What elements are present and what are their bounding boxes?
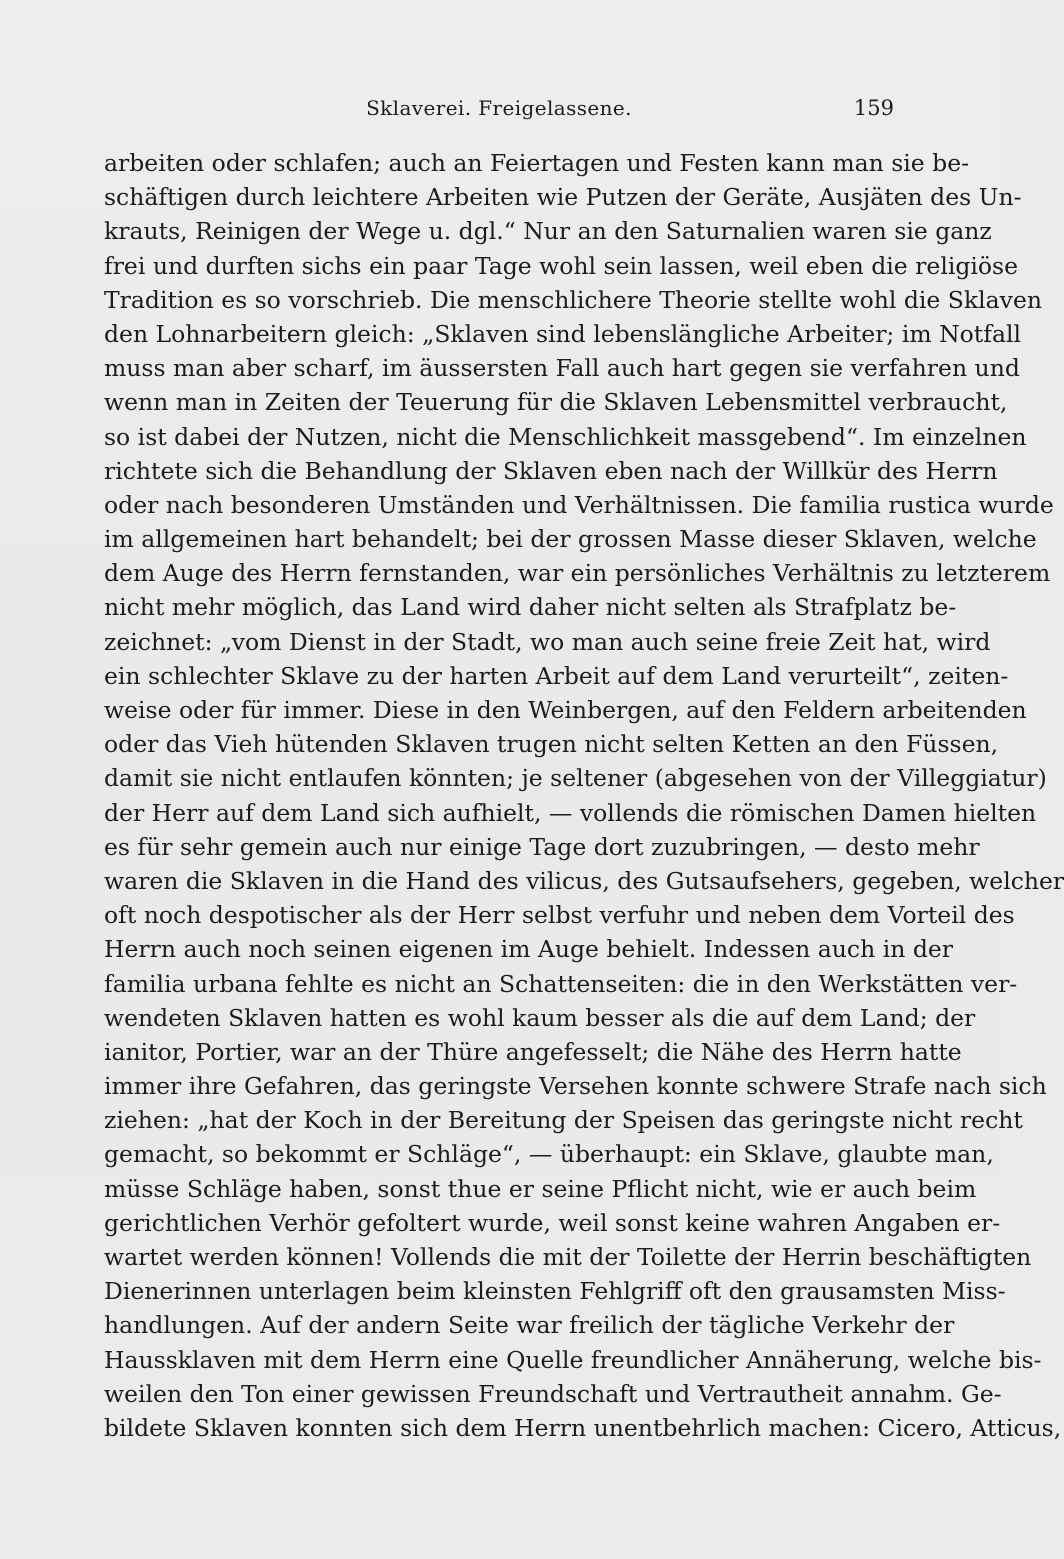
page-number: 159 bbox=[853, 96, 894, 120]
text-line: waren die Sklaven in die Hand des vilicus, des Gutsaufsehers, gegeben, welcher bbox=[104, 866, 1064, 895]
text-line: wendeten Sklaven hatten es wohl kaum besser als die auf dem Land; der bbox=[104, 1003, 976, 1032]
text-line: zeichnet: „vom Dienst in der Stadt, wo man auch seine freie Zeit hat, wird bbox=[104, 627, 991, 656]
text-line: der Herr auf dem Land sich aufhielt, — vollends die römischen Damen hielten bbox=[104, 798, 1037, 827]
text-line: familia urbana fehlte es nicht an Schattenseiten: die in den Werkstätten ver- bbox=[104, 969, 1018, 998]
text-line: Tradition es so vorschrieb. Die menschlichere Theorie stellte wohl die Sklaven bbox=[104, 285, 1042, 314]
text-line: wartet werden können! Vollends die mit der Toilette der Herrin beschäftigten bbox=[104, 1243, 1032, 1271]
text-line: schäftigen durch leichtere Arbeiten wie Putzen der Geräte, Ausjäten des Un- bbox=[104, 183, 1022, 212]
text-line: wenn man in Zeiten der Teuerung für die Sklaven Lebensmittel verbraucht, bbox=[104, 388, 1008, 417]
text-line: damit sie nicht entlaufen könnten; je seltener (abgesehen von der Villeggiatur) bbox=[104, 764, 1047, 793]
text-line: oder das Vieh hütenden Sklaven trugen nicht selten Ketten an den Füssen, bbox=[104, 730, 999, 759]
text-line: arbeiten oder schlafen; auch an Feiertagen und Festen kann man sie be- bbox=[104, 149, 970, 177]
text-line: frei und durften sichs ein paar Tage wohl sein lassen, weil eben die religiöse bbox=[104, 251, 1019, 280]
text-line: weise oder für immer. Diese in den Weinbergen, auf den Feldern arbeitenden bbox=[104, 696, 1027, 724]
text-line: nicht mehr möglich, das Land wird daher nicht selten als Strafplatz be- bbox=[104, 593, 957, 622]
running-title: Sklaverei. Freigelassene. bbox=[366, 96, 632, 120]
text-line: so ist dabei der Nutzen, nicht die Menschlichkeit massgebend“. Im einzelnen bbox=[104, 422, 1027, 451]
text-line: richtete sich die Behandlung der Sklaven eben nach der Willkür des Herrn bbox=[104, 456, 998, 485]
text-line: handlungen. Auf der andern Seite war freilich der tägliche Verkehr der bbox=[104, 1311, 955, 1340]
text-line: weilen den Ton einer gewissen Freundschaft und Vertrautheit annahm. Ge- bbox=[104, 1379, 1002, 1408]
body-text bbox=[104, 146, 1064, 1445]
text-line: ein schlechter Sklave zu der harten Arbeit auf dem Land verurteilt“, zeiten- bbox=[104, 661, 1009, 690]
text-line: den Lohnarbeitern gleich: „Sklaven sind lebenslängliche Arbeiter; im Notfall bbox=[104, 319, 1021, 348]
text-line: krauts, Reinigen der Wege u. dgl.“ Nur an den Saturnalien waren sie ganz bbox=[104, 217, 992, 246]
text-line: ziehen: „hat der Koch in der Bereitung der Speisen das geringste nicht recht bbox=[104, 1106, 1023, 1135]
text-line: müsse Schläge haben, sonst thue er seine Pflicht nicht, wie er auch beim bbox=[104, 1174, 977, 1203]
text-line: es für sehr gemein auch nur einige Tage dort zuzubringen, — desto mehr bbox=[104, 832, 980, 861]
text-line: Haussklaven mit dem Herrn eine Quelle freundlicher Annäherung, welche bis- bbox=[104, 1345, 1042, 1374]
text-line: dem Auge des Herrn fernstanden, war ein persönliches Verhältnis zu letzterem bbox=[104, 559, 1051, 588]
text-line: im allgemeinen hart behandelt; bei der grossen Masse dieser Sklaven, welche bbox=[104, 525, 1037, 554]
text-line: Herrn auch noch seinen eigenen im Auge behielt. Indessen auch in der bbox=[104, 935, 954, 964]
text-line: bildete Sklaven konnten sich dem Herrn unentbehrlich machen: Cicero, Atticus, bbox=[104, 1413, 1062, 1442]
text-line: oft noch despotischer als der Herr selbst verfuhr und neben dem Vorteil des bbox=[104, 901, 1015, 930]
running-head bbox=[104, 96, 894, 126]
text-line: muss man aber scharf, im äussersten Fall auch hart gegen sie verfahren und bbox=[104, 354, 1020, 383]
text-line: Dienerinnen unterlagen beim kleinsten Fehlgriff oft den grausamsten Miss- bbox=[104, 1277, 1006, 1306]
text-line: gemacht, so bekommt er Schläge“, — überhaupt: ein Sklave, glaubte man, bbox=[104, 1140, 994, 1169]
text-line: gerichtlichen Verhör gefoltert wurde, weil sonst keine wahren Angaben er- bbox=[104, 1208, 1001, 1237]
text-line: immer ihre Gefahren, das geringste Versehen konnte schwere Strafe nach sich bbox=[104, 1072, 1047, 1101]
text-line: ianitor, Portier, war an der Thüre angefesselt; die Nähe des Herrn hatte bbox=[104, 1037, 962, 1066]
text-line: oder nach besonderen Umständen und Verhältnissen. Die familia rustica wurde bbox=[104, 490, 1054, 519]
